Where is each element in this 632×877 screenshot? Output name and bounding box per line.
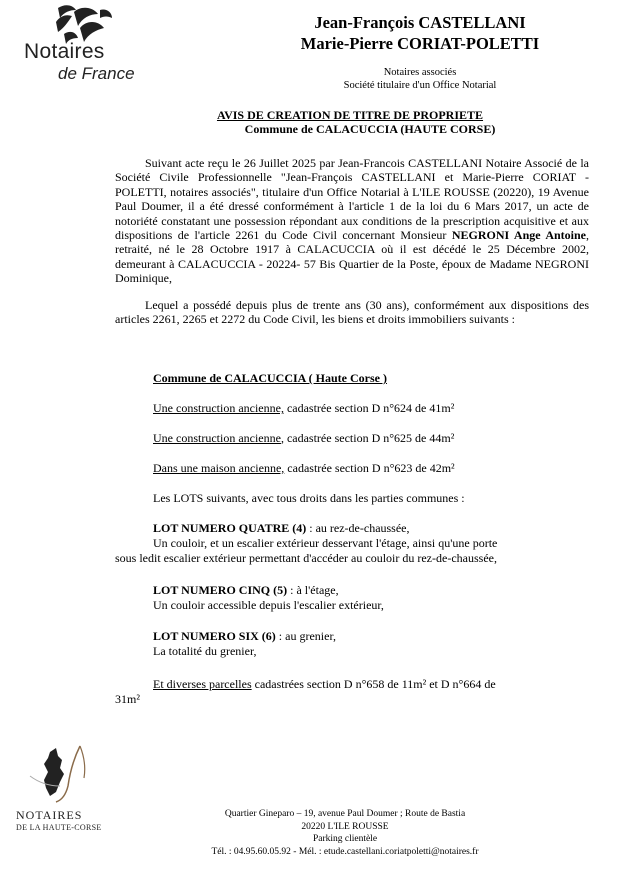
lot-4-desc-a: Un couloir, et un escalier extérieur desservant l'étage, ainsi qu'une porte: [153, 536, 498, 550]
lot-5-description: Un couloir accessible depuis l'escalier extérieur,: [153, 598, 384, 612]
notice-title: [180, 108, 520, 136]
lot-6-heading: [153, 629, 589, 643]
parcelles-detail: cadastrées section D n°658 de 11m² et D n°664 de: [251, 677, 496, 691]
lots-intro: Les LOTS suivants, avec tous droits dans les parties communes :: [153, 491, 465, 505]
paragraph-possession: Lequel a possédé depuis plus de trente ans (30 ans), conformément aux dispositions des articles 2261, 2265 et 2272 du Code Civil, les biens et droits immobiliers suivants :: [115, 297, 589, 327]
property-item-3: [153, 461, 589, 475]
notary-name-1: Jean-François CASTELLANI: [314, 13, 526, 32]
lot-5-suffix: : à l'étage,: [287, 583, 339, 597]
parcelles-line: [115, 677, 589, 691]
footer-line-4: Tél. : 04.95.60.05.92 - Mél. : etude.castellani.coriatpoletti@notaires.fr: [211, 846, 479, 857]
property-item-detail: cadastrée section D n°623 de 42m²: [284, 461, 455, 475]
lot-6-description: La totalité du grenier,: [153, 644, 257, 658]
footer-line-1: Quartier Gineparo – 19, avenue Paul Doumer ; Route de Bastia: [224, 809, 466, 819]
notice-body: [115, 156, 589, 326]
paragraph-acte: [115, 156, 589, 286]
para1-text-b: , retraité, né le 28 Octobre 1917 à CALACUCCIA où il est décédé le 25 Décembre 2002, demeurant à CALACUCCIA - 20224- 57 Bis Quartier de la Poste, époux de Madame NEGRONI Dominique,: [115, 228, 589, 286]
commune-heading: [153, 371, 589, 385]
notice-title-line-2: Commune de CALACUCCIA (HAUTE CORSE): [244, 122, 496, 136]
notary-names: [250, 12, 590, 54]
notaires-de-france-logo: [20, 0, 140, 92]
commune-label: Commune de CALACUCCIA ( Haute Corse ): [153, 371, 387, 385]
logo-text-haute-corse: DE LA HAUTE-CORSE: [16, 823, 102, 832]
lot-6-suffix: : au grenier,: [275, 629, 336, 643]
notary-association: [300, 66, 540, 92]
lot-4-heading: [153, 521, 589, 535]
notice-title-line-1: AVIS DE CREATION DE TITRE DE PROPRIETE: [216, 108, 484, 122]
property-item-label: Dans une maison ancienne,: [153, 461, 285, 475]
lot-4-description-cont: [115, 551, 589, 565]
footer-address: [180, 808, 510, 858]
parcelles-label: Et diverses parcelles: [153, 677, 252, 691]
property-item-label: Une construction ancienne: [153, 431, 281, 445]
notary-name-2: Marie-Pierre CORIAT-POLETTI: [300, 34, 540, 53]
footer-line-3: Parking clientèle: [312, 834, 378, 844]
lot-5-heading: [153, 583, 589, 597]
property-item-detail: , cadastrée section D n°625 de 44m²: [280, 431, 455, 445]
property-item-detail: cadastrée section D n°624 de 41m²: [283, 401, 455, 415]
logo-text-notaires-bottom: NOTAIRES: [16, 808, 83, 822]
logo-text-notaires: Notaires: [24, 40, 105, 63]
notaires-haute-corse-logo: [14, 742, 104, 842]
lot-4-title: LOT NUMERO QUATRE (4): [153, 521, 307, 535]
corsica-map-icon: [22, 742, 102, 806]
property-item-2: [153, 431, 589, 445]
assoc-line-2: Société titulaire d'un Office Notarial: [343, 80, 497, 91]
lot-4-description: [115, 536, 589, 550]
logo-text-de-france: de France: [58, 64, 135, 83]
parcelles-line-cont: 31m²: [115, 692, 140, 706]
para1-text-a: Suivant acte reçu le 26 Juillet 2025 par Jean-Francois CASTELLANI Notaire Associé de la Société Civile Professionnelle "Jean-François CASTELLANI et Marie-Pierre CORIAT - POLETTI, notaires associés", titulaire d'un Office Notarial à L'ILE ROUSSE (20220), 19 Avenue Paul Doumer, il a été dressé conformément à l'article 1 de la loi du 6 Mars 2017, un acte de notoriété constatant une possession répondant aux conditions de la prescription acquisitive et aux dispositions de l'article 2261 du Code Civil concernant Monsieur: [115, 156, 589, 243]
owner-name: NEGRONI Ange Antoine: [451, 228, 586, 243]
property-item-label: Une construction ancienne,: [153, 401, 284, 415]
lot-6-title: LOT NUMERO SIX (6): [153, 629, 276, 643]
property-item-1: [153, 401, 589, 415]
lot-4-desc-b: sous ledit escalier extérieur permettant d'accéder au couloir du rez-de-chaussée,: [115, 551, 497, 565]
lot-5-title: LOT NUMERO CINQ (5): [153, 583, 288, 597]
assoc-line-1: Notaires associés: [383, 67, 457, 78]
lot-4-suffix: : au rez-de-chaussée,: [306, 521, 410, 535]
footer-line-2: 20220 L'ILE ROUSSE: [301, 821, 389, 832]
